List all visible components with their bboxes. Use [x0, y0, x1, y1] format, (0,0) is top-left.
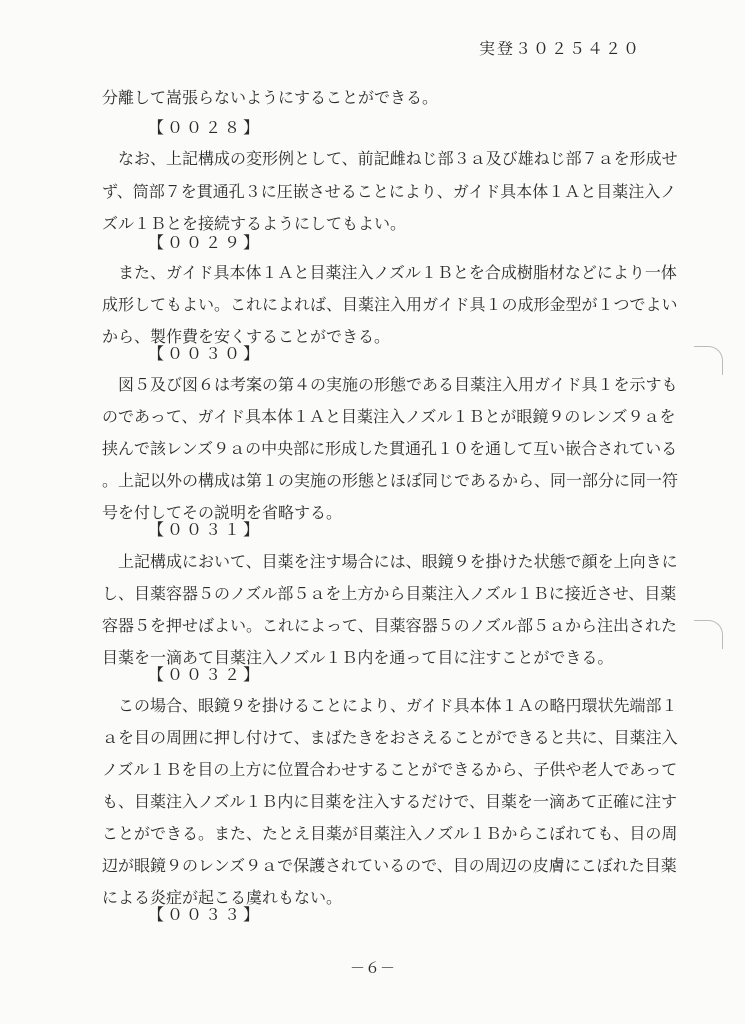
text-line: のであって、ガイド具本体１Ａと目薬注入ノズル１Ｂとが眼鏡９のレンズ９ａを: [102, 407, 676, 426]
paragraph-number: 【００２９】: [148, 233, 263, 252]
page-number: －６－: [349, 959, 395, 977]
binding-mark: [694, 346, 723, 375]
text-line: による炎症が起こる虞れもない。: [102, 888, 343, 907]
text-line: 成形してもよい。これによれば、目薬注入用ガイド具１の成形金型が１つでよい: [102, 295, 678, 314]
text-line: また、ガイド具本体１Ａと目薬注入ノズル１Ｂとを合成樹脂材などにより一体: [102, 263, 677, 282]
binding-mark: [694, 620, 723, 649]
text-line: この場合、眼鏡９を掛けることにより、ガイド具本体１Ａの略円環状先端部１: [102, 696, 678, 715]
text-line: し、目薬容器５のノズル部５ａを上方から目薬注入ノズル１Ｂに接近させ、目薬: [102, 584, 677, 603]
paragraph-number: 【００３１】: [148, 520, 263, 539]
text-line: も、目薬注入ノズル１Ｂ内に目薬を注入するだけで、目薬を一滴あて正確に注す: [102, 792, 678, 811]
text-line: ず、筒部７を貫通孔３に圧嵌させることにより、ガイド具本体１Ａと目薬注入ノ: [102, 182, 677, 201]
paragraph-number: 【００３２】: [148, 665, 263, 684]
text-line: 図５及び図６は考案の第４の実施の形態である目薬注入用ガイド具１を示すも: [102, 375, 678, 394]
document-number: 実登３０２５４２０: [478, 39, 641, 58]
paragraph-number: 【００３３】: [148, 905, 263, 924]
text-line: 容器５を押せばよい。これによって、目薬容器５のノズル部５ａから注出された: [102, 616, 678, 635]
text-line: 上記構成において、目薬を注す場合には、眼鏡９を掛けた状態で顔を上向きに: [102, 552, 678, 571]
text-line: 目薬を一滴あて目薬注入ノズル１Ｂ内を通って目に注すことができる。: [102, 648, 614, 667]
text-line: 辺が眼鏡９のレンズ９ａで保護されているので、目の周辺の皮膚にこぼれた目薬: [102, 856, 677, 875]
text-line: 挟んで該レンズ９ａの中央部に形成した貫通孔１０を通して互い嵌合されている: [102, 439, 678, 458]
text-line: 号を付してその説明を省略する。: [102, 503, 343, 522]
paragraph-number: 【００２８】: [148, 118, 263, 137]
text-line: 。上記以外の構成は第１の実施の形態とほぼ同じであるから、同一部分に同一符: [102, 471, 679, 490]
text-line: から、製作費を安くすることができる。: [102, 327, 391, 346]
text-line: ａを目の周囲に押し付けて、まばたきをおさえることができると共に、目薬注入: [102, 728, 678, 747]
text-line: なお、上記構成の変形例として、前記雌ねじ部３ａ及び雄ねじ部７ａを形成せ: [102, 149, 678, 168]
paragraph-number: 【００３０】: [148, 344, 263, 363]
text-line: 分離して嵩張らないようにすることができる。: [102, 88, 439, 107]
text-line: ノズル１Ｂを目の上方に位置合わせすることができるから、子供や老人であって: [102, 760, 678, 779]
text-line: ことができる。また、たとえ目薬が目薬注入ノズル１Ｂからこぼれても、目の周: [102, 824, 678, 843]
text-line: ズル１Ｂとを接続するようにしてもよい。: [102, 214, 407, 233]
